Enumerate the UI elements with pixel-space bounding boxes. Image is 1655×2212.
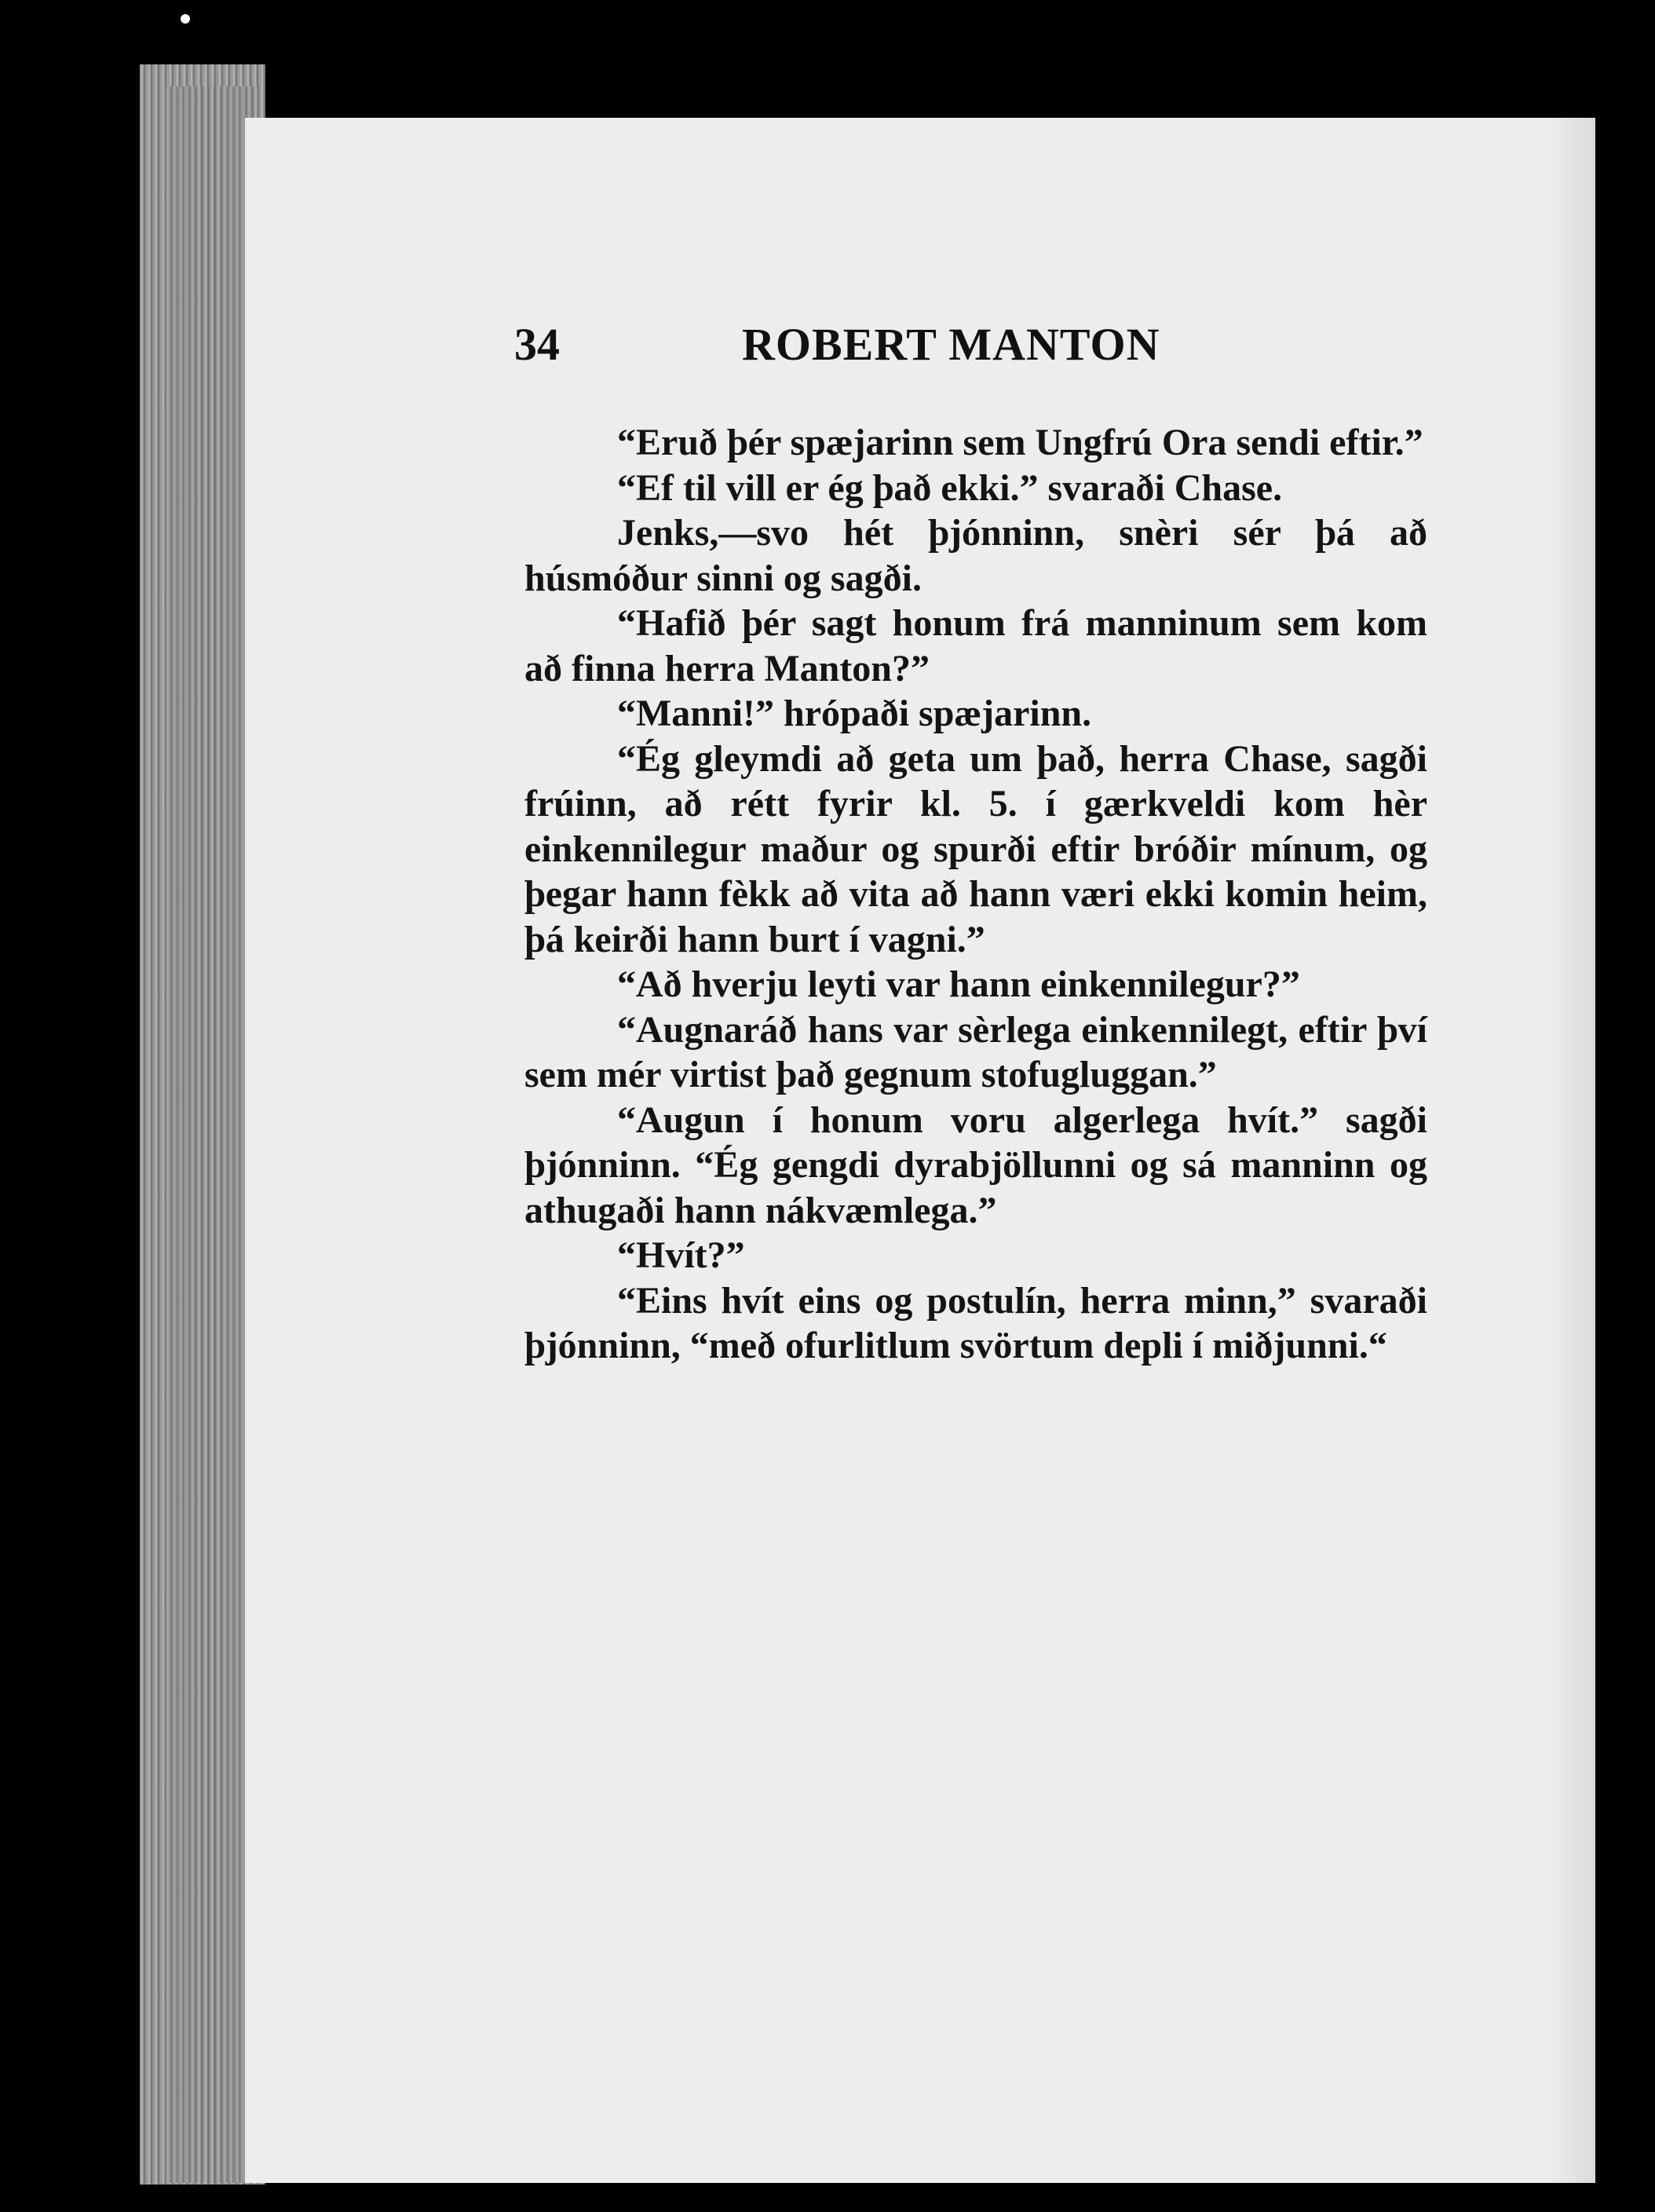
paragraph: “Hafið þér sagt honum frá manninum sem kom að finna herra Manton?”: [524, 602, 1427, 689]
body-text: [524, 420, 1427, 1369]
running-title: ROBERT MANTON: [742, 319, 1160, 370]
paragraph: “Augun í honum voru algerlega hvít.” sagði þjónninn. “Ég gengdi dyrabjöllunni og sá manninn og athugaði hann nákvæmlega.”: [524, 1099, 1427, 1231]
paragraph: “Ég gleymdi að geta um það, herra Chase, sagði frúinn, að rétt fyrir kl. 5. í gærkveldi kom hèr einkennilegur maður og spurði eftir bróðir mínum, og þegar hann fèkk að vita að hann væri ekki komin heim, þá keirði hann burt í vagni.”: [524, 737, 1427, 960]
paragraph: “Eins hvít eins og postulín, herra minn,” svaraði þjónninn, “með ofurlitlum svörtum depli í miðjunni.“: [524, 1279, 1427, 1366]
paragraph: “Að hverju leyti var hann einkennilegur?”: [617, 963, 1300, 1005]
running-header: [514, 318, 1205, 381]
paragraph: “Augnaráð hans var sèrlega einkennilegt, eftir því sem mér virtist það gegnum stofugluggan.”: [524, 1008, 1427, 1095]
paragraph: “Eruð þér spæjarinn sem Ungfrú Ora sendi eftir.”: [617, 422, 1423, 463]
paragraph: “Hvít?”: [617, 1234, 745, 1276]
page-number: 34: [514, 319, 560, 370]
paragraph: Jenks,—svo hét þjónninn, snèri sér þá að húsmóður sinni og sagði.: [524, 512, 1427, 599]
paragraph: “Ef til vill er ég það ekki.” svaraði Chase.: [617, 466, 1283, 509]
scan-speck: [181, 14, 190, 24]
scan-border: [1595, 94, 1642, 2199]
paragraph: “Manni!” hrópaði spæjarinn.: [617, 693, 1092, 734]
